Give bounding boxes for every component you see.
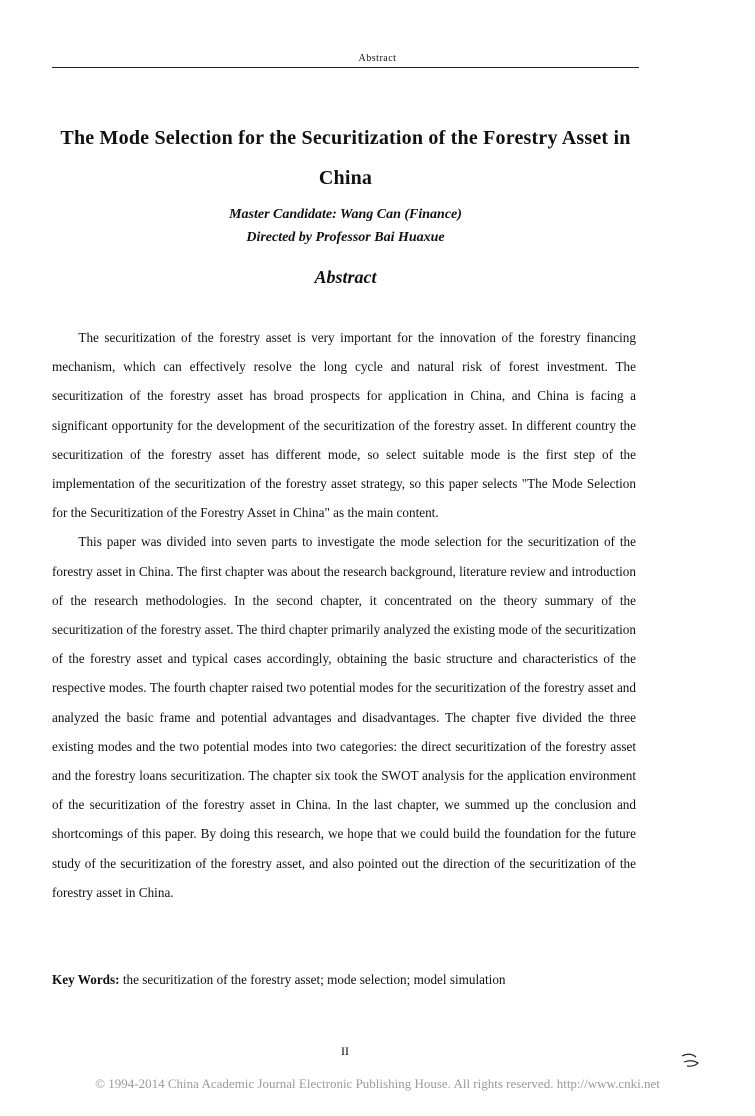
abstract-paragraph-2: This paper was divided into seven parts to investigate the mode selection for the securitization of the forestry asset in China. The first chapter was about the research background, literature review and introduction of the research methodologies. In the second chapter, it concentrated on the theory summary of the securitization of the forestry asset. The third chapter primarily analyzed the existing mode of the securitization of the forestry asset and typical cases accordingly, obtaining the basic structure and characteristics of the respective modes. The fourth chapter raised two potential modes for the securitization of the forestry asset and analyzed the basic frame and potential advantages and disadvantages. The chapter five divided the three existing modes and the two potential modes into two categories: the direct securitization of the forestry asset and the forestry loans securitization. The chapter six took the SWOT analysis for the application environment of the securitization of the forestry asset in China. In the last chapter, we summed up the conclusion and shortcomings of this paper. By doing this research, we hope that we could build the foundation for the future study of the securitization of the forestry asset, and also pointed out the direction of the securitization of the forestry asset in China.: [52, 534, 636, 900]
abstract-heading: Abstract: [314, 267, 377, 287]
page-number: II: [341, 1044, 349, 1058]
abstract-body: [52, 323, 636, 907]
corner-scribble-icon: [678, 1048, 704, 1072]
header-rule: [52, 67, 639, 68]
author-line: Master Candidate: Wang Can (Finance): [229, 207, 462, 222]
running-head: Abstract: [358, 53, 397, 64]
keywords-line: [52, 965, 636, 994]
abstract-paragraph-1: The securitization of the forestry asset is very important for the innovation of the forestry financing mechanism, which can effectively resolve the long cycle and natural risk of forest investment. The securitization of the forestry asset has broad prospects for application in China, and China is facing a significant opportunity for the development of the securitization of the forestry asset. In different country the securitization of the forestry asset has different mode, so select suitable mode is the first step of the implementation of the securitization of the forestry asset strategy, so this paper selects "The Mode Selection for the Securitization of the Forestry Asset in China" as the main content.: [52, 330, 636, 521]
thesis-title: The Mode Selection for the Securitization of the Forestry Asset in China: [60, 127, 631, 189]
copyright-footer: © 1994-2014 China Academic Journal Electronic Publishing House. All rights reserved. http://www.cnki.net: [95, 1076, 660, 1091]
keywords-label: Key Words:: [52, 972, 120, 987]
supervisor-line: Directed by Professor Bai Huaxue: [246, 230, 445, 245]
keywords-text: the securitization of the forestry asset; mode selection; model simulation: [119, 972, 506, 987]
